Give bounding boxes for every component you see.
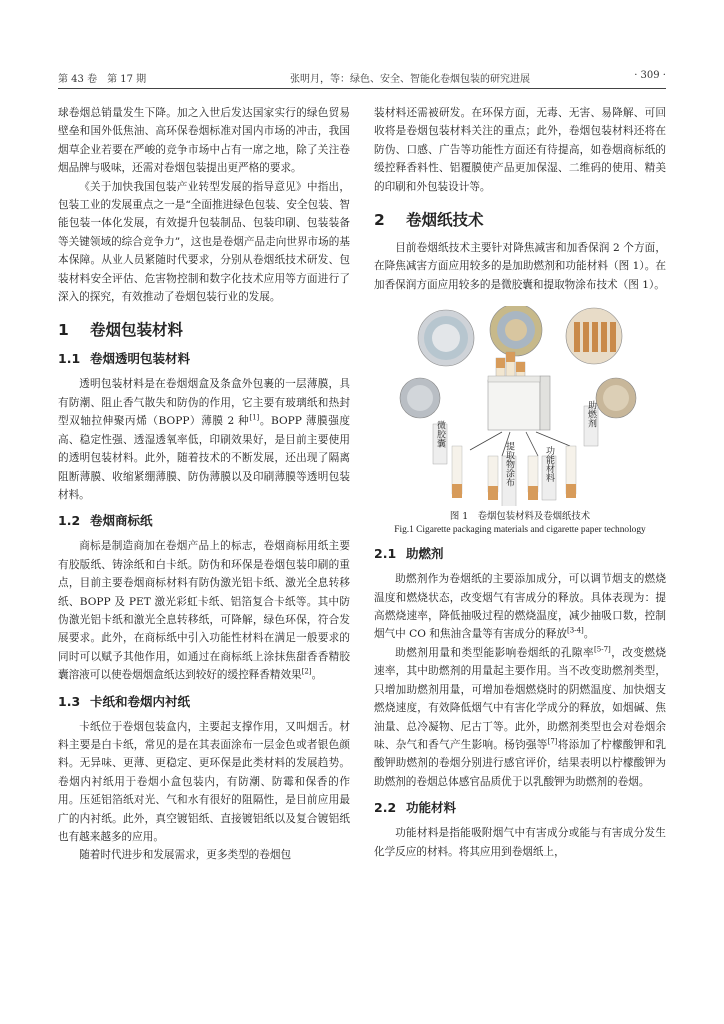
paragraph-2-1-b: 助燃剂用量和类型能影响卷烟纸的孔隙率[5-7]，改变燃烧速率，其中助燃剂的用量起主要作用。当不改变助燃剂类型，只增加助燃剂用量，可增加卷烟燃烧时的阴燃温度、加快烟支燃烧速度，有效降低烟气中有害化学成分的释放，如烟碱、焦油量、总冷凝物、尼古丁等。此外，助燃剂类型也会对卷烟余味、杂气和香气产生影响。杨钧强等[7]将添加了柠檬酸钾和乳酸钾助燃剂的卷烟分别进行感官评价，结果表明以柠檬酸钾为助燃剂的卷烟总体感官品质优于以乳酸钾为助燃剂的卷烟。	[374, 645, 667, 788]
fig-label-extract-coating: 提取物涂布	[504, 441, 514, 487]
section-number: 1	[58, 321, 69, 340]
citation[interactable]: [1]	[249, 413, 260, 422]
holographic-film-image	[490, 306, 542, 356]
citation[interactable]: [7]	[547, 737, 558, 746]
cigarette-stick-3	[528, 456, 538, 500]
section-title: 卷烟包装材料	[90, 321, 184, 340]
citation[interactable]: [5-7]	[594, 645, 611, 654]
subsection-title: 助燃剂	[406, 546, 444, 562]
section-1-heading	[58, 319, 350, 341]
paragraph-1-3-cont: 随着时代进步和发展需求，更多类型的卷烟包	[79, 849, 292, 862]
intro-paragraph-1: 球卷烟总销量发生下降。加之入世后发达国家实行的绿色贸易壁垒和国外低焦油、高环保卷烟标准对国内市场的冲击，我国烟草企业若要在严峻的竞争市场中占有一席之地，除了关注卷烟品牌与吸味，还需对卷烟包装提出更严格的要求。	[58, 107, 350, 175]
page-number: · 309 ·	[634, 70, 666, 81]
arrows	[470, 432, 570, 456]
citation[interactable]: [2]	[301, 667, 312, 676]
paragraph-1-2: 商标是制造商加在卷烟产品上的标志，卷烟商标用纸主要有胶版纸、铸涂纸和白卡纸。防伪和环保是卷烟包装印刷的重点，目前主要卷烟商标材料有防伪激光铝卡纸、激光全息转移纸、BOPP 及 PET 激光彩虹卡纸、铝箔复合卡纸等。其中防伪激光铝卡纸和激光全息转移纸，可降解，绿色环保，符合发展要求。此外，在商标纸中引入功能性材料在满足一般要求的同时可以赋予其他作用，如通过在商标纸上涂抹焦甜香香精胶囊溶液可以使卷烟烟盒纸达到较好的缓控释香精效果[2]。	[58, 540, 350, 682]
right-column	[374, 104, 666, 861]
subsection-number: 1.2	[58, 513, 81, 529]
paragraph-2: 目前卷烟纸技术主要针对降焦减害和加香保润 2 个方面，在降焦减害方面应用较多的是加助燃剂和功能材料（图 1）。在加香保润方面应用较多的是微胶囊和提取物涂布技术（图 1）。	[374, 242, 666, 291]
running-title: 张明月，等：绿色、安全、智能化卷烟包装的研究进展	[290, 74, 530, 85]
section-number: 2	[374, 211, 385, 230]
subsection-number: 1.3	[58, 693, 81, 709]
subsection-title: 功能材料	[406, 800, 457, 816]
paragraph-1-3: 卡纸位于卷烟包装盒内，主要起支撑作用，又叫烟舌。材料主要是白卡纸，常见的是在其表面涂布一层金色或者银色颜料。无异味、更薄、更稳定、更环保是此类材料的发展趋势。卷烟内衬纸用于卷烟小盒包装内，有防潮、防霉和保香的作用。压延铝箔纸对光、气和水有很好的阻隔性，是目前应用最广的内衬纸。此外，真空镀铝纸、直接镀铝纸以及复合镀铝纸也有越来越多的应用。	[58, 720, 350, 843]
section-title: 卷烟纸技术	[406, 211, 484, 230]
paragraph-continued: 装材料还需被研发。在环保方面，无毒、无害、易降解、可回收将是卷烟包装材料关注的重点；此外，卷烟包装材料还将在防伪、口感、广告等功能性方面还有待提高，如卷烟商标纸的缓控释香料性、铝覆膜使产品更加保湿、二维码的使用、精美的印刷和外包装设计等。	[374, 107, 666, 193]
cigarette-stick-4	[566, 446, 576, 498]
paragraph-2-1-a: 助燃剂作为卷烟纸的主要添加成分，可以调节烟支的燃烧温度和燃烧状态，改变烟气有害成分的释放。具体表现为：提高燃烧速率，降低抽吸过程的燃烧温度，减少抽吸口数，控制烟气中 CO 和焦油含量等有害成分的释放[3-4]。	[374, 573, 666, 641]
citation[interactable]: [3-4]	[567, 626, 584, 635]
subsection-2-2-heading	[374, 798, 666, 818]
fig-label-microcapsule: 微胶囊	[435, 420, 445, 448]
header-rule	[58, 88, 666, 89]
left-column	[58, 104, 350, 865]
metallic-paper-image	[400, 378, 440, 418]
subsection-number: 2.2	[374, 800, 397, 816]
paragraph-2-2: 功能材料是指能吸附烟气中有害成分或能与有害成分发生化学反应的材料。将其应用到卷烟纸上，	[374, 827, 666, 858]
cigarette-carton-image	[566, 308, 622, 364]
journal-volume: 第 43 卷 第 17 期	[58, 74, 147, 85]
liner-paper-image	[596, 378, 636, 418]
running-header	[58, 70, 666, 86]
fig-label-combustion-improver: 助燃剂	[586, 400, 596, 428]
cigarette-box-image	[488, 352, 550, 430]
cigarette-stick-2	[488, 456, 498, 500]
subsection-title: 卷烟商标纸	[90, 513, 153, 529]
subsection-1-2-heading	[58, 511, 350, 531]
subsection-2-1-heading	[374, 544, 666, 564]
paragraph-1-1: 透明包装材料是在卷烟烟盒及条盒外包裹的一层薄膜，具有防潮、阻止香气散失和防伪的作用，它主要有玻璃纸和热封型双轴拉伸聚丙烯（BOPP）薄膜 2 种[1]。BOPP 薄膜强度高、稳定性强、透湿透氧率低，印刷效果好，是目前主要使用的透明包装材料。此外，随着技术的不断发展，还出现了隔离阻断薄膜、收缩紧绷薄膜、防伪薄膜以及印刷薄膜等透明包装材料。	[58, 378, 350, 501]
figure-1-caption-cn: 图 1 卷烟包装材料及卷烟纸技术	[449, 511, 591, 523]
subsection-number: 2.1	[374, 546, 397, 562]
subsection-1-3-heading	[58, 692, 350, 712]
section-2-heading	[374, 209, 666, 231]
subsection-title: 卷烟透明包装材料	[90, 351, 191, 367]
fig-label-functional-material: 功能材料	[544, 446, 554, 483]
figure-1	[374, 306, 666, 506]
foil-sample-image	[418, 310, 474, 366]
figure-1-caption-en: Fig.1 Cigarette packaging materials and cigarette paper technology	[394, 525, 646, 536]
subsection-number: 1.1	[58, 351, 81, 367]
subsection-title: 卡纸和卷烟内衬纸	[90, 693, 191, 709]
intro-paragraph-2: 《关于加快我国包装产业转型发展的指导意见》中指出，包装工业的发展重点之一是“全面推进绿色包装、安全包装、智能包装一体化发展，有效提升包装制品、包装印刷、包装装备等关键领域的综合竞争力”，这也是卷烟产品走向世界市场的基本保障。从业人员紧随时代要求，分别从卷烟纸技术研发、包装材料安全评估、危害物控制和数字化技术应用等方面进行了深入的探究，有效推动了卷烟包装行业的发展。	[58, 180, 350, 304]
figure-1-illustration	[398, 306, 638, 506]
subsection-1-1-heading	[58, 349, 350, 369]
cigarette-stick-1	[452, 446, 462, 498]
